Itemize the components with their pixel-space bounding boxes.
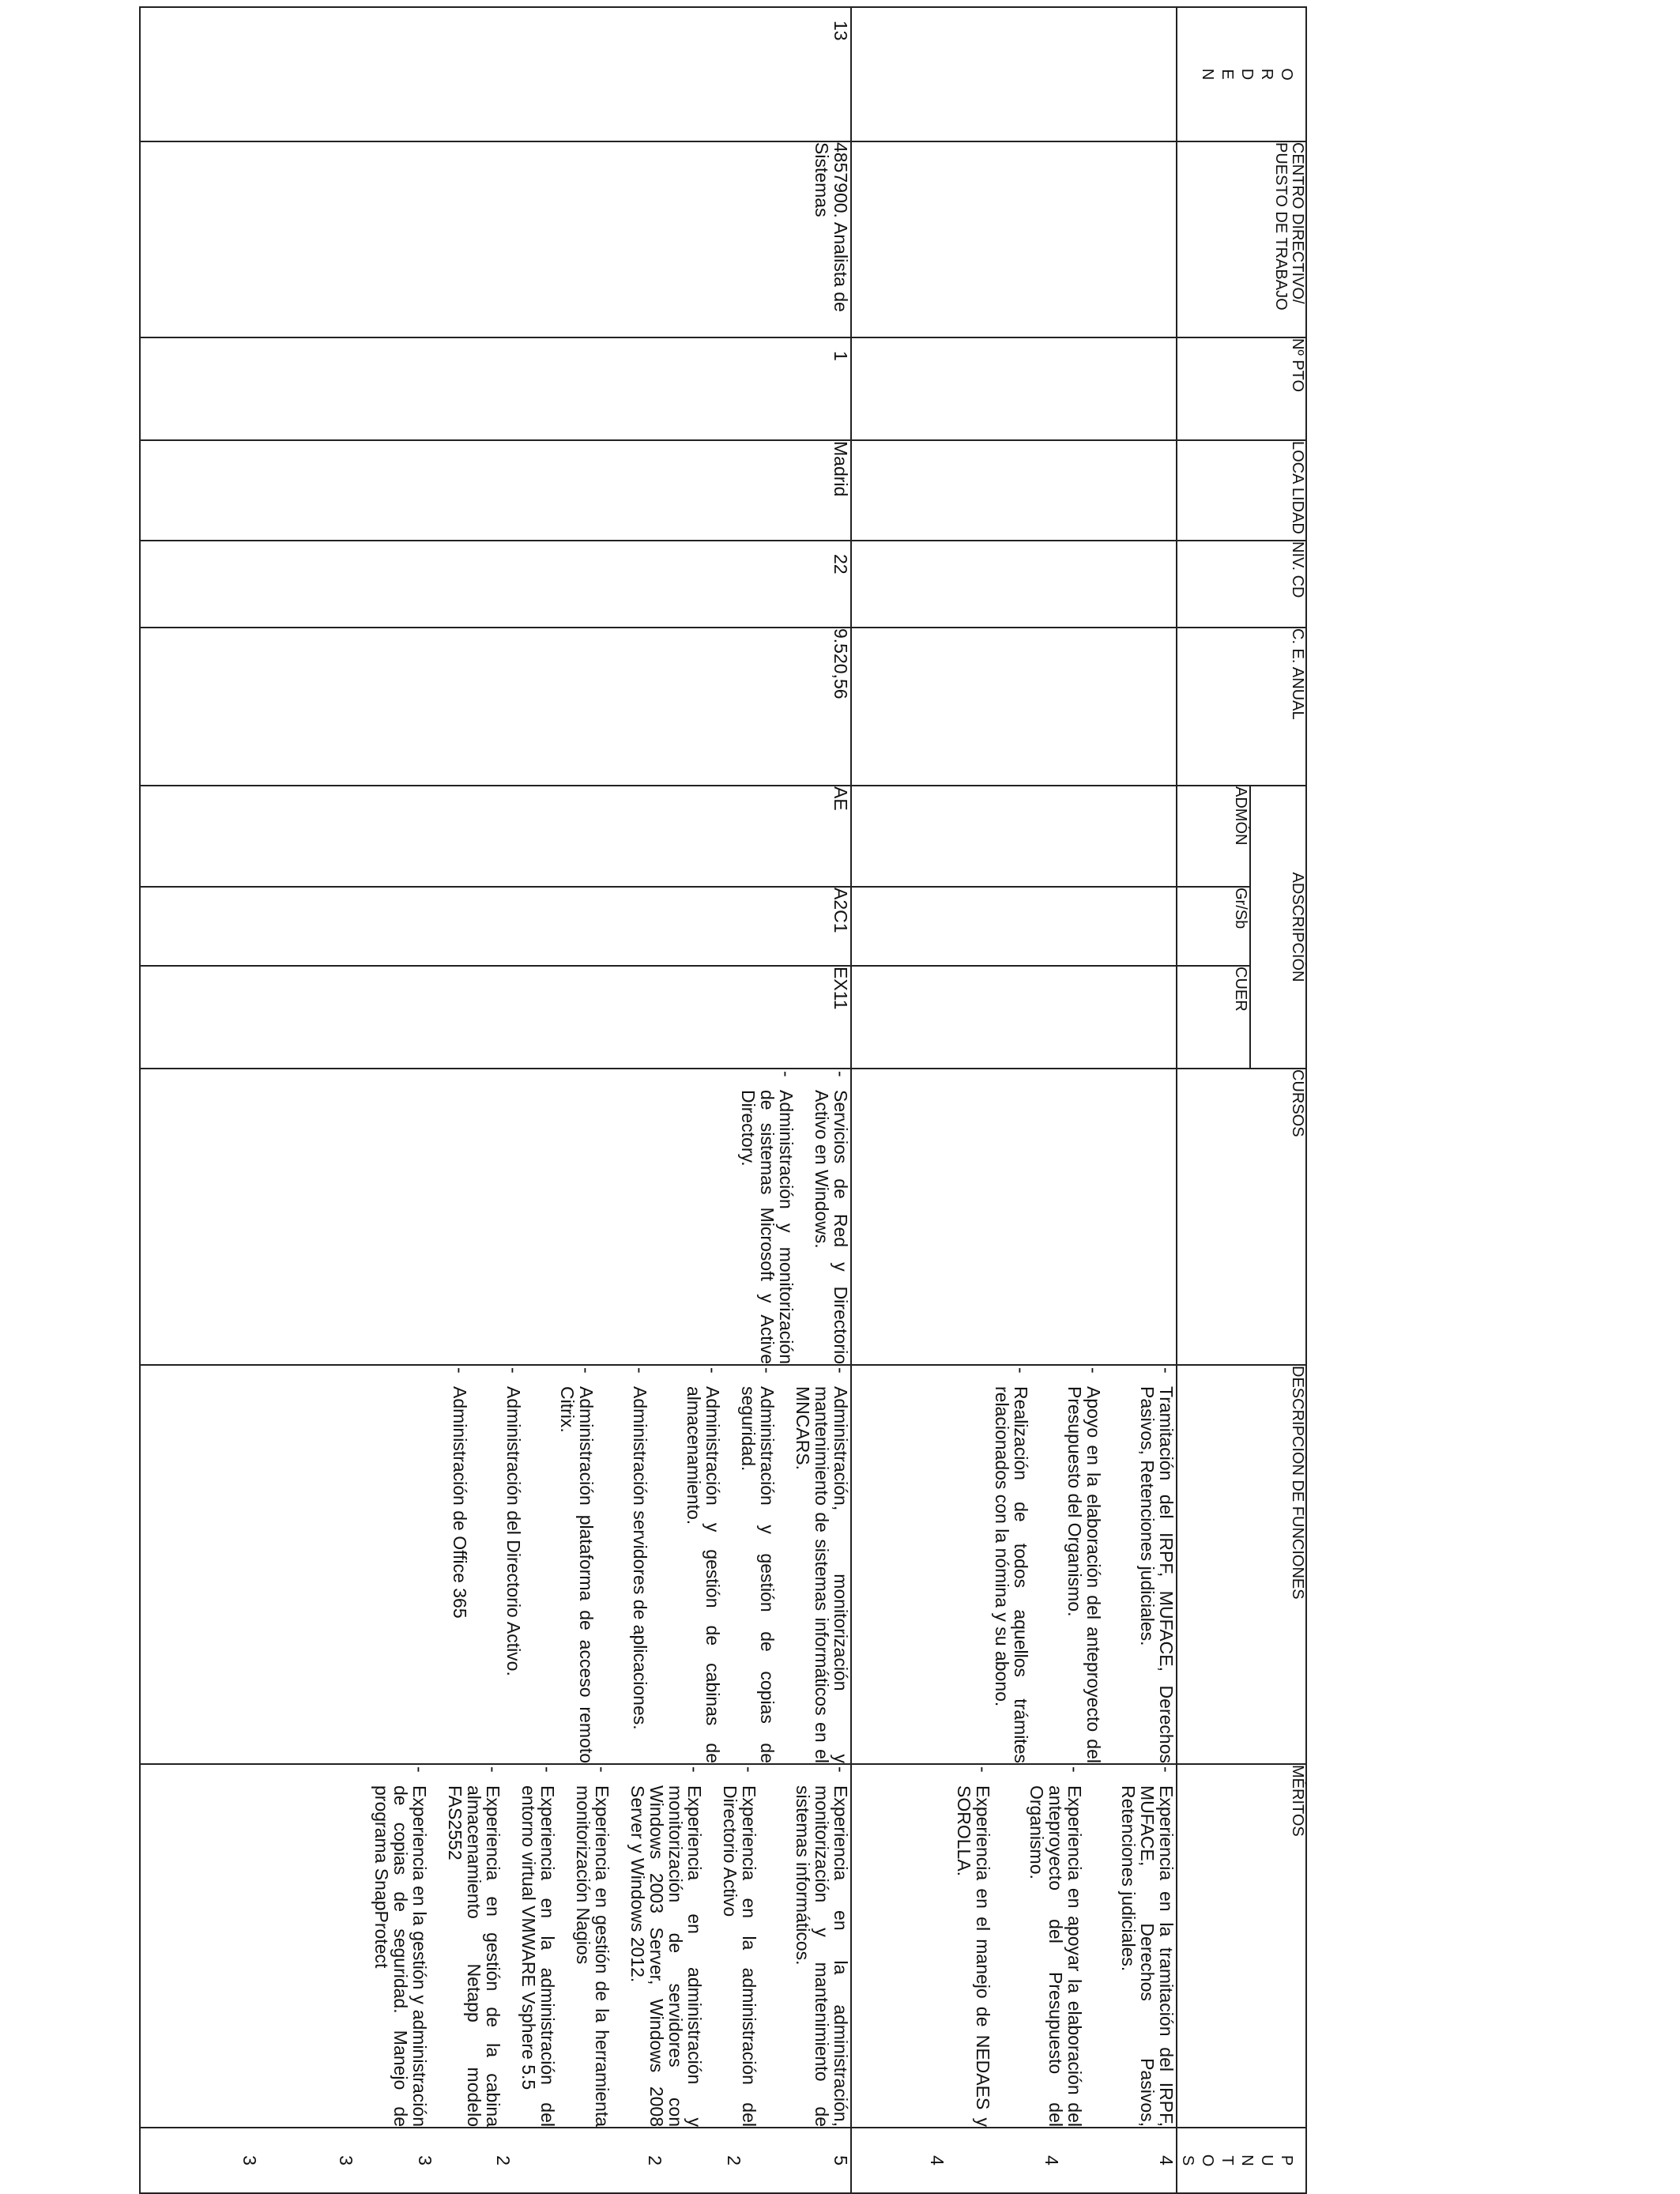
admon-cell: AE: [140, 786, 851, 887]
puntos-value: 5: [831, 2155, 851, 2166]
header-orden-letter: D: [1238, 68, 1256, 81]
header-puntos-letter: S: [1179, 2154, 1196, 2166]
merito-item: - Experiencia en la gestión y administración de copias de seguridad. Manejo de programa SnapProtect: [372, 1765, 429, 2127]
puntos-value: 3: [336, 2155, 356, 2166]
merito-item: - Experiencia en el manejo de NEDAES y SOROLLA.: [955, 1765, 993, 2127]
header-nivcd: NIV. CD: [1177, 541, 1306, 628]
cursos-cell: [140, 1069, 851, 1365]
merito-item: - Experiencia en la administración del entorno virtual VMWARE Vsphere 5.5: [519, 1765, 557, 2127]
cuer-cell: [851, 966, 1177, 1069]
header-grsb: Gr/Sb: [1177, 887, 1250, 966]
puntos-value: 3: [239, 2155, 260, 2166]
header-orden-letter: N: [1199, 68, 1216, 81]
puntos-cell: [851, 2128, 1177, 2193]
puntos-value: 2: [724, 2155, 744, 2166]
admon-cell: [851, 786, 1177, 887]
ce-anual-cell: 9.520,56: [140, 628, 851, 786]
funcion-item: - Administración y gestión de copias de seguridad.: [739, 1366, 777, 1763]
funciones-cell: [140, 1365, 851, 1764]
header-adscripcion: ADSCRIPCIÓN: [1250, 786, 1306, 1069]
header-npto: Nº PTO: [1177, 337, 1306, 440]
puntos-value: 4: [1042, 2155, 1062, 2166]
grsb-cell: [851, 887, 1177, 966]
localidad-cell: [851, 440, 1177, 541]
orden-cell: 13: [140, 7, 851, 141]
nivcd-cell: 22: [140, 541, 851, 628]
job-positions-table: [139, 6, 1307, 2194]
puntos-value: 4: [1156, 2155, 1177, 2166]
funcion-item: - Tramitación del IRPF, MUFACE, Derechos Pasivos, Retenciones judiciales.: [1138, 1366, 1176, 1763]
funcion-item: - Administración y gestión de cabinas de almacenamiento.: [684, 1366, 722, 1763]
centro-cell: 4857900. Analista de Sistemas: [140, 141, 851, 337]
header-cuer: CUER: [1177, 966, 1250, 1069]
header-cursos: CURSOS: [1177, 1069, 1306, 1365]
funcion-item: - Realización de todos aquellos trámites relacionados con la nómina y su abono.: [993, 1366, 1030, 1763]
curso-item: - Servicios de Red y Directorio Activo en Windows.: [812, 1069, 850, 1364]
header-puntos-letter: N: [1238, 2154, 1256, 2166]
header-centro: CENTRO DIRECTIVO/ PUESTO DE TRABAJO: [1177, 141, 1306, 337]
orden-cell: [851, 7, 1177, 141]
meritos-cell: [851, 1764, 1177, 2128]
funcion-item: - Apoyo en la elaboración del anteproyecto del Presupuesto del Organismo.: [1065, 1366, 1103, 1763]
npto-cell: [851, 337, 1177, 440]
funcion-item: - Administración servidores de aplicaciones.: [631, 1366, 650, 1763]
puntos-value: 3: [415, 2155, 435, 2166]
curso-item: - Administración y monitorización de sistemas Microsoft y Active Directory.: [739, 1069, 796, 1364]
merito-item: - Experiencia en la administración del Directorio Activo: [721, 1765, 759, 2127]
centro-cell: [851, 141, 1177, 337]
table-row-13: [140, 7, 851, 2193]
header-orden: [1177, 7, 1306, 141]
funcion-item: - Administración de Office 365: [450, 1366, 469, 1763]
header-admon: ADMÓN: [1177, 786, 1250, 887]
merito-item: - Experiencia en la administración, monitorización y mantenimiento de sistemas informáticos.: [793, 1765, 850, 2127]
merito-item: - Experiencia en la tramitación del IRPF, MUFACE, Derechos Pasivos, Retenciones judiciales.: [1119, 1765, 1176, 2127]
merito-item: - Experiencia en apoyar la elaboración del anteproyecto del Presupuesto del Organismo.: [1027, 1765, 1084, 2127]
header-localidad: LOCA LIDAD: [1177, 440, 1306, 541]
merito-item: - Experiencia en gestión de la cabina almacenamiento Netapp modelo FAS2552: [446, 1765, 503, 2127]
header-orden-letter: O: [1278, 68, 1295, 81]
funciones-cell: [851, 1365, 1177, 1764]
table-row-continuation: [851, 7, 1177, 2193]
funcion-item: - Administración, monitorización y mantenimiento de sistemas informáticos en el MNCARS.: [793, 1366, 850, 1763]
header-puntos-letter: O: [1199, 2154, 1216, 2167]
header-puntos: [1177, 2128, 1306, 2193]
funcion-item: - Administración del Directorio Activo.: [504, 1366, 523, 1763]
cuer-cell: EX11: [140, 966, 851, 1069]
merito-item: - Experiencia en gestión de la herramienta monitorización Nagios: [574, 1765, 612, 2127]
header-puntos-letter: P: [1278, 2154, 1295, 2166]
puntos-value: 2: [493, 2155, 514, 2166]
ce-anual-cell: [851, 628, 1177, 786]
header-funciones: DESCRIPCIÓN DE FUNCIONES: [1177, 1365, 1306, 1764]
npto-cell: 1: [140, 337, 851, 440]
merito-item: - Experiencia en administración y monitorización de servidores con Windows 2003 Server, Windows 2008 Server y Windows 2012.: [628, 1765, 704, 2127]
header-puntos-letter: U: [1258, 2154, 1275, 2166]
puntos-value: 2: [645, 2155, 665, 2166]
nivcd-cell: [851, 541, 1177, 628]
funcion-item: - Administración plataforma de acceso remoto Citrix.: [558, 1366, 596, 1763]
meritos-cell: [140, 1764, 851, 2128]
cursos-cell: [851, 1069, 1177, 1365]
localidad-cell: Madrid: [140, 440, 851, 541]
header-puntos-letter: T: [1219, 2155, 1236, 2166]
header-orden-letter: R: [1258, 68, 1275, 81]
grsb-cell: A2C1: [140, 887, 851, 966]
puntos-cell: [140, 2128, 851, 2193]
header-ce-anual: C. E. ANUAL: [1177, 628, 1306, 786]
header-meritos: MÉRITOS: [1177, 1764, 1306, 2128]
puntos-value: 4: [927, 2155, 947, 2166]
header-orden-letter: E: [1219, 69, 1236, 80]
